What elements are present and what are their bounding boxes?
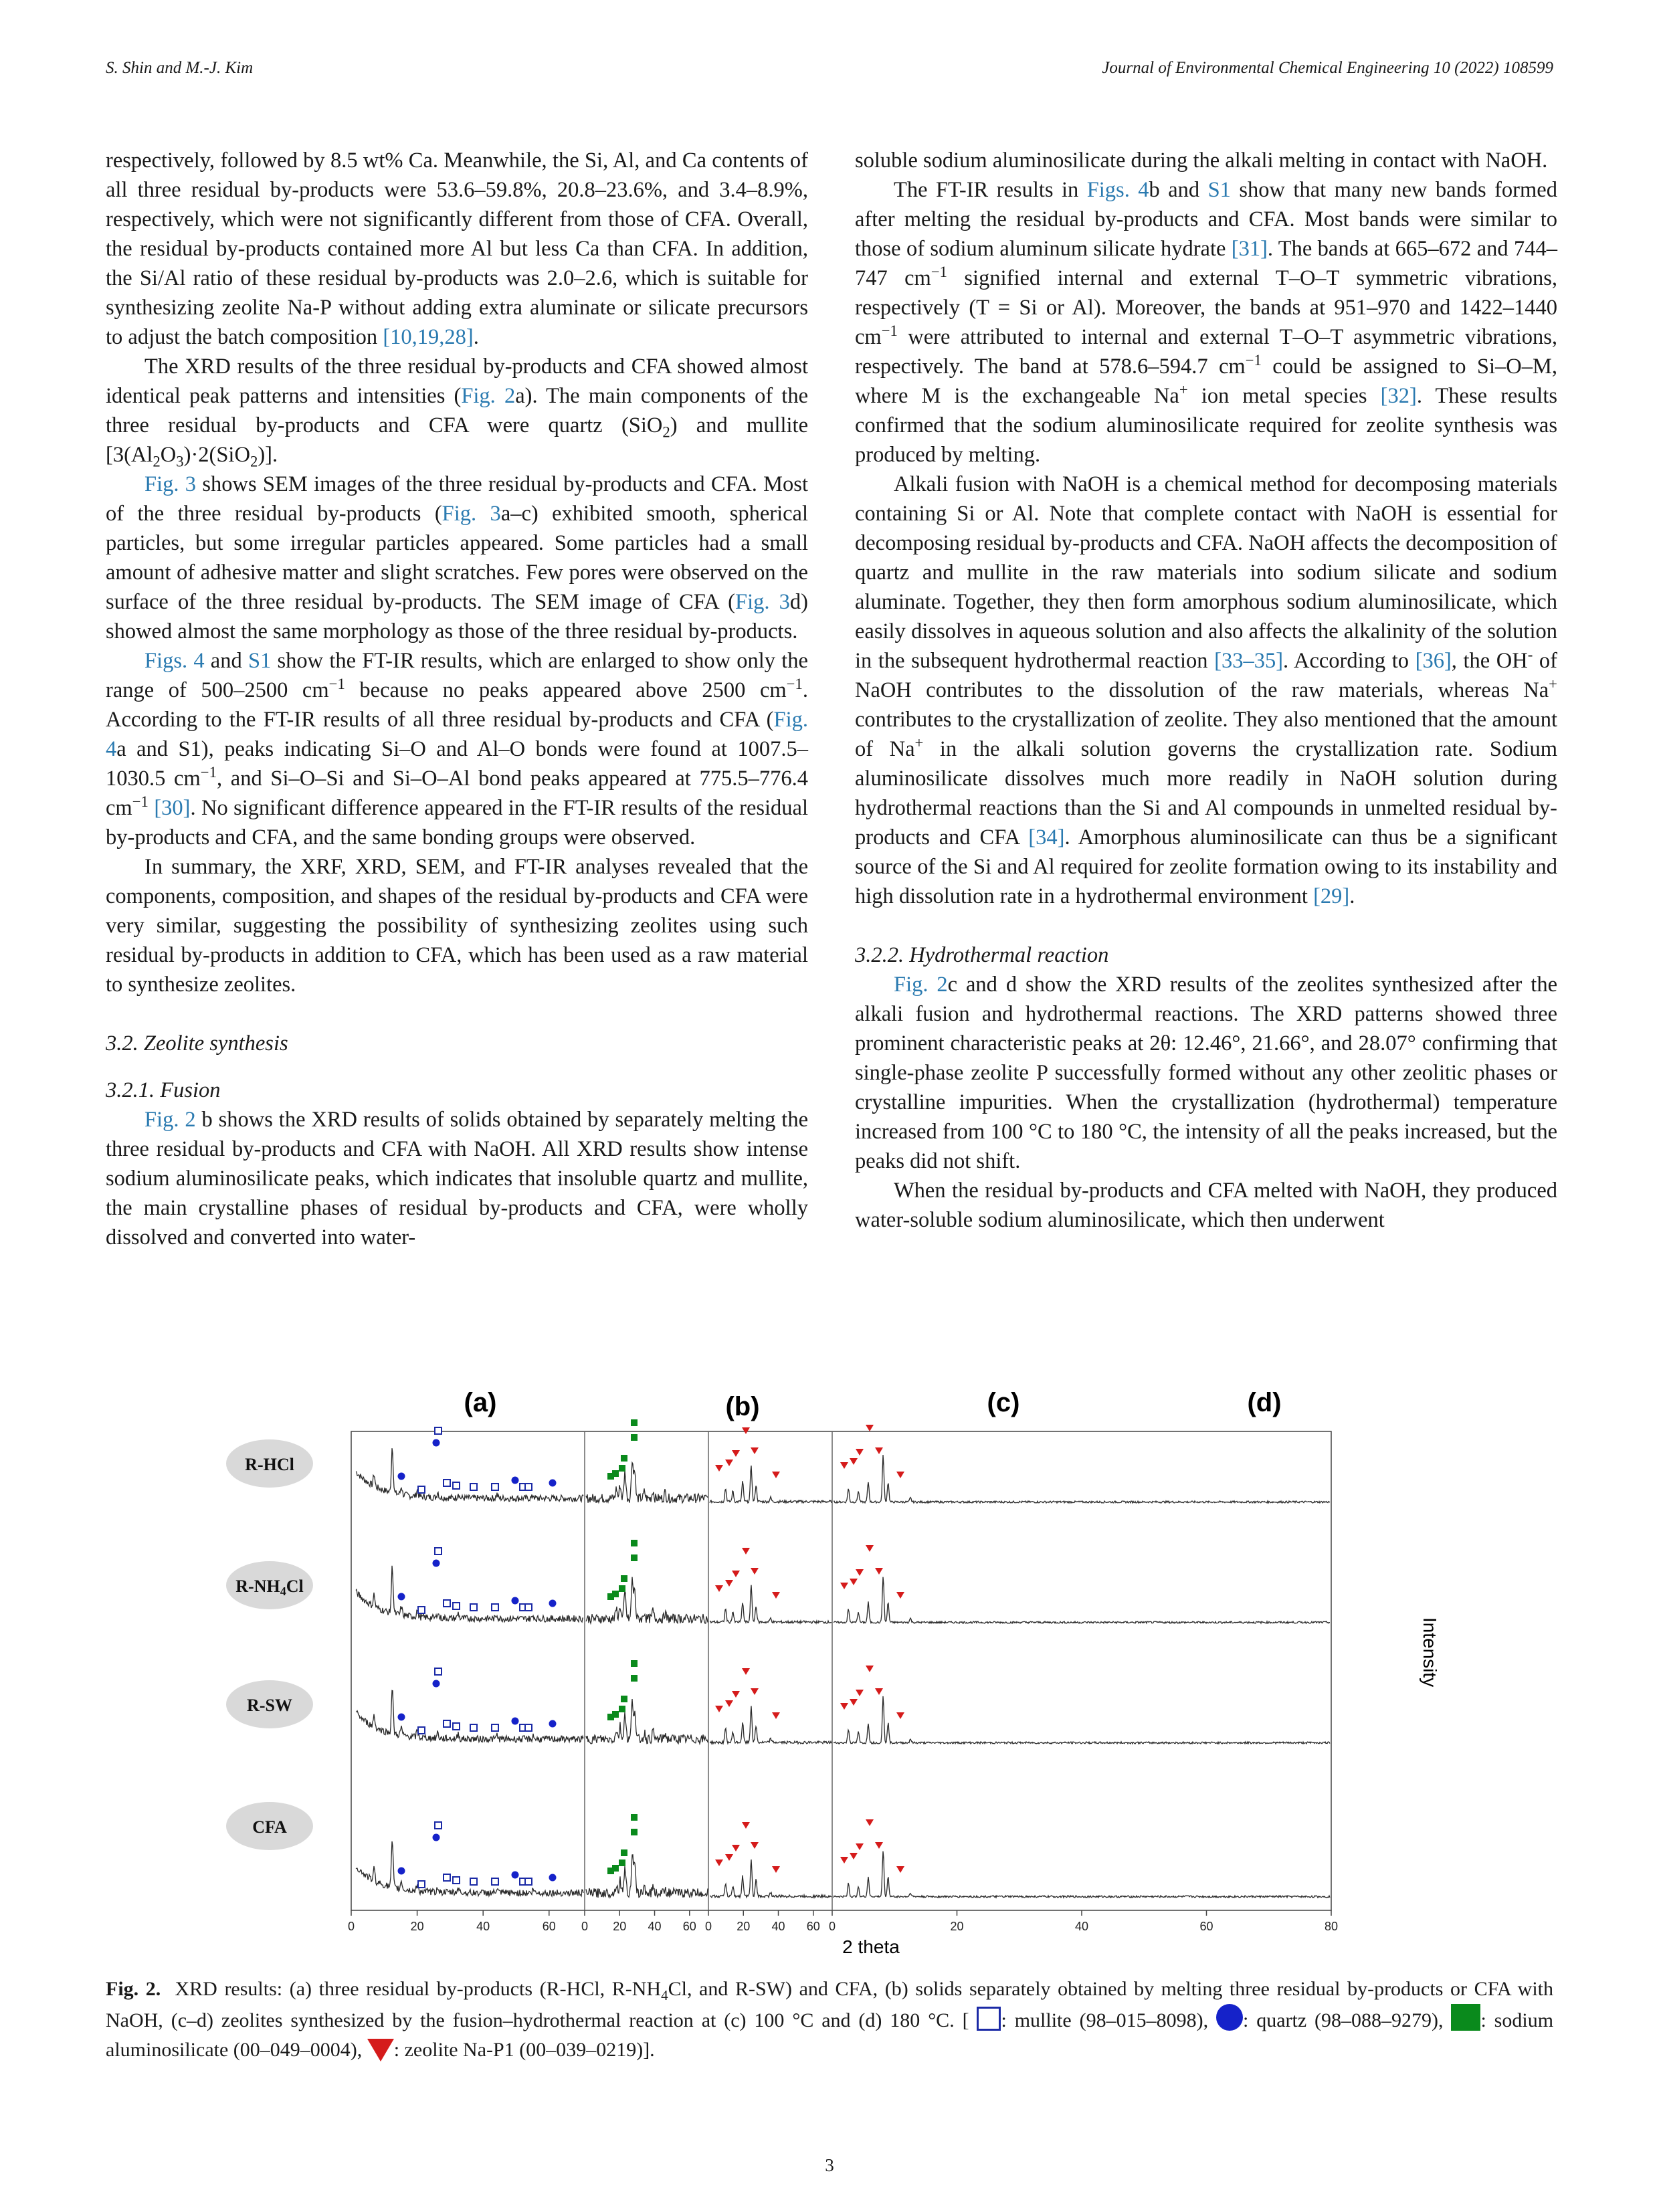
zeolite-marker bbox=[732, 1845, 740, 1851]
mullite-marker bbox=[453, 1603, 460, 1609]
x-tick-label: 80 bbox=[1324, 1920, 1339, 1933]
quartz-marker bbox=[549, 1600, 557, 1607]
mullite-marker bbox=[435, 1548, 442, 1554]
paragraph: Fig. 2 b shows the XRD results of solids obtained by separately melting the three residual by-products and CFA with NaOH. All XRD results show intense sodium aluminosilicate peaks, which indicates that insoluble quartz and mullite, the main crystalline phases of residual by-products and CFA, were wholly dissolved and converted into water- bbox=[106, 1108, 809, 1249]
zeolite-marker bbox=[866, 1666, 874, 1672]
figure-link[interactable]: Figs. 4 bbox=[144, 649, 205, 673]
citation-link[interactable]: [32] bbox=[1380, 384, 1417, 408]
mullite-marker bbox=[492, 1604, 498, 1611]
citation-link[interactable]: [31] bbox=[1231, 237, 1268, 261]
zeolite-marker bbox=[875, 1842, 883, 1849]
x-tick-label: 0 bbox=[581, 1920, 589, 1933]
panel-label-c: (c) bbox=[987, 1388, 1020, 1417]
paragraph: The XRD results of the three residual by-products and CFA showed almost identical peak patterns and intensities (Fig. 2a). The main components of the three residual by-products and CFA were quartz (SiO$_2$) and mullite $[3(Al_2O_3)\cdot 2(SiO_2)]$. bbox=[106, 355, 809, 470]
zeolite-marker bbox=[772, 1592, 780, 1599]
figure-link[interactable]: Fig. 3 bbox=[442, 502, 501, 526]
mullite-marker bbox=[418, 1607, 425, 1613]
mullite-marker bbox=[525, 1878, 532, 1885]
zeolite-marker bbox=[772, 1866, 780, 1873]
paragraph: Figs. 4 and S1 show the FT-IR results, which are enlarged to show only the range of 500–2500 $cm^{-1}$ because no peaks appeared above 2500 $cm^{-1}$. According to the FT-IR results of all three residual by-products and CFA (Fig. 4a and S1), peaks indicating Si–O and Al–O bonds were found at 1007.5–1030.5 $cm^{-1}$, and Si–O–Si and Si–O–Al bond peaks appeared at 775.5–776.4 $cm^{-1}$ [30]. No significant difference appeared in the FT-IR results of the residual by-products and CFA, and the same bonding groups were observed. bbox=[106, 649, 809, 849]
mullite-marker bbox=[492, 1484, 498, 1490]
zeolite-marker bbox=[896, 1866, 904, 1873]
panel-label-b: (b) bbox=[725, 1392, 760, 1421]
x-tick-label: 0 bbox=[704, 1920, 712, 1933]
sodium-aluminosilicate-marker bbox=[619, 1859, 625, 1866]
figure-link[interactable]: Fig. 2 bbox=[894, 973, 948, 997]
trace-panel-b bbox=[586, 1699, 708, 1744]
xrd-figure bbox=[235, 1385, 1445, 1960]
quartz-marker bbox=[398, 1868, 405, 1875]
citation-link[interactable]: [10,19,28] bbox=[383, 325, 474, 349]
sodium-aluminosilicate-marker bbox=[631, 1419, 638, 1426]
zeolite-marker bbox=[875, 1568, 883, 1575]
sodium-aluminosilicate-marker bbox=[607, 1714, 614, 1720]
zeolite-marker bbox=[840, 1462, 848, 1469]
x-tick-label: 20 bbox=[410, 1920, 424, 1933]
sodium-aluminosilicate-marker bbox=[631, 1675, 638, 1682]
zeolite-marker bbox=[751, 1842, 759, 1849]
x-tick-label: 20 bbox=[950, 1920, 964, 1933]
zeolite-marker bbox=[751, 1447, 759, 1454]
subsection-heading: 3.2.1. Fusion bbox=[106, 1078, 221, 1102]
zeolite-marker bbox=[856, 1843, 864, 1850]
zeolite-marker bbox=[866, 1819, 874, 1826]
mullite-marker bbox=[453, 1877, 460, 1884]
zeolite-triangle-icon bbox=[367, 2039, 394, 2062]
x-tick-label: 20 bbox=[737, 1920, 751, 1933]
figure-caption: Fig. 2. XRD results: (a) three residual by-products (R-HCl, $R-NH_4Cl$, and R-SW) and CFA, (b) solids separately obtained by melting three residual by-products or CFA with NaOH, (c–d) zeolites synthesized by the fusion–hydrothermal reaction at (c) 100 °C and (d) 180 °C. [ : mullite (98–015–8098), : quartz (98–088–9279), : sodium aluminosilicate (00–049–0004), : zeolite Na-P1 (00–039–0219)]. bbox=[106, 1978, 1554, 2061]
panel-label-d: (d) bbox=[1247, 1388, 1282, 1417]
mullite-marker bbox=[418, 1881, 425, 1888]
trace-panel-c bbox=[710, 1585, 832, 1623]
sodium-aluminosilicate-marker bbox=[631, 1814, 638, 1821]
zeolite-marker bbox=[840, 1857, 848, 1864]
figure-link[interactable]: Fig. 3 bbox=[735, 590, 790, 614]
quartz-marker bbox=[512, 1872, 519, 1879]
x-tick-label: 40 bbox=[476, 1920, 490, 1933]
sodium-aluminosilicate-marker bbox=[607, 1593, 614, 1600]
sodium-aluminosilicate-marker bbox=[619, 1706, 625, 1712]
zeolite-marker bbox=[896, 1712, 904, 1719]
mullite-marker bbox=[435, 1668, 442, 1675]
zeolite-marker bbox=[840, 1583, 848, 1589]
quartz-marker bbox=[398, 1473, 405, 1480]
x-axis-label: 2 theta bbox=[842, 1936, 900, 1957]
sodium-aluminosilicate-marker bbox=[631, 1829, 638, 1835]
zeolite-marker bbox=[850, 1458, 858, 1465]
zeolite-marker bbox=[725, 1580, 733, 1587]
trace-panel-a bbox=[356, 1566, 583, 1622]
zeolite-marker bbox=[856, 1449, 864, 1455]
paragraph: Fig. 2c and d show the XRD results of the zeolites synthesized after the alkali fusion and hydrothermal reactions. The XRD patterns showed three prominent characteristic peaks at 2θ: 12.46°, 21.66°, and 28.07° confirming that single-phase zeolite P successfully formed without any other zeolitic phases or crystalline impurities. When the crystallization (hydrothermal) temperature increased from 100 °C to 180 °C, the intensity of all the peaks increased, but the peaks did not shift. bbox=[855, 973, 1557, 1173]
citation-link[interactable]: [33–35] bbox=[1214, 649, 1284, 673]
mullite-marker bbox=[418, 1486, 425, 1493]
zeolite-marker bbox=[751, 1568, 759, 1575]
running-header-authors: S. Shin and M.-J. Kim bbox=[106, 59, 254, 77]
trace-panel-a bbox=[356, 1690, 583, 1742]
sodium-aluminosilicate-marker bbox=[631, 1554, 638, 1561]
paragraph: soluble sodium aluminosilicate during the alkali melting in contact with NaOH. bbox=[855, 148, 1548, 173]
x-tick-label: 60 bbox=[542, 1920, 556, 1933]
trace-panel-d bbox=[834, 1851, 1330, 1898]
quartz-marker bbox=[512, 1477, 519, 1484]
mullite-marker bbox=[453, 1482, 460, 1489]
quartz-marker bbox=[433, 1560, 440, 1567]
x-tick-label: 0 bbox=[828, 1920, 836, 1933]
mullite-marker bbox=[470, 1724, 477, 1731]
panel-label-a: (a) bbox=[464, 1388, 497, 1417]
sodium-aluminosilicate-marker bbox=[619, 1585, 625, 1592]
figure-link[interactable]: S1 bbox=[248, 649, 272, 673]
mullite-marker bbox=[492, 1724, 498, 1731]
mullite-marker bbox=[418, 1727, 425, 1734]
trace-panel-d bbox=[834, 1696, 1330, 1744]
zeolite-marker bbox=[896, 1472, 904, 1478]
xrd-figure-svg bbox=[235, 1385, 1445, 1960]
trace-panel-d bbox=[834, 1455, 1330, 1503]
quartz-marker bbox=[549, 1874, 557, 1882]
citation-link[interactable]: [36] bbox=[1415, 649, 1452, 673]
quartz-marker bbox=[433, 1439, 440, 1447]
sodium-aluminosilicate-marker bbox=[631, 1540, 638, 1546]
paragraph: respectively, followed by 8.5 wt% Ca. Meanwhile, the Si, Al, and Ca contents of all three residual by-products were 53.6–59.8%, 20.8–23.6%, and 3.4–8.9%, respectively, which were not significantly different from those of CFA. Overall, the residual by-products contained more Al but less Ca than CFA. In addition, the Si/Al ratio of these residual by-products was 2.0–2.6, which is suitable for synthesizing zeolite Na-P without adding extra aluminate or silicate precursors to adjust the batch composition [10,19,28]. bbox=[106, 148, 808, 349]
sodium-aluminosilicate-marker bbox=[619, 1465, 625, 1472]
page-number: 3 bbox=[825, 2155, 834, 2175]
mullite-marker bbox=[435, 1427, 442, 1434]
citation-link[interactable]: [30] bbox=[154, 796, 191, 820]
quartz-marker bbox=[549, 1720, 557, 1728]
zeolite-marker bbox=[875, 1688, 883, 1695]
quartz-marker bbox=[549, 1480, 557, 1487]
trace-panel-a bbox=[356, 1841, 583, 1896]
trace-panel-b bbox=[586, 1577, 708, 1623]
subsection-heading: 3.2.2. Hydrothermal reaction bbox=[855, 943, 1109, 967]
quartz-marker bbox=[512, 1718, 519, 1725]
y-axis-label: Intensity bbox=[1420, 1617, 1440, 1688]
mullite-square-icon bbox=[977, 2007, 1001, 2031]
zeolite-marker bbox=[725, 1460, 733, 1466]
mullite-marker bbox=[525, 1484, 532, 1490]
quartz-marker bbox=[433, 1680, 440, 1688]
trace-panel-c bbox=[710, 1859, 832, 1898]
trace-panel-c bbox=[710, 1706, 832, 1744]
paragraph: Alkali fusion with NaOH is a chemical method for decomposing materials containing Si or Al. Note that complete contact with NaOH is essential for decomposing residual by-products and CFA. NaOH affects the decomposition of quartz and mullite in the raw materials into sodium silicate and sodium aluminate. Together, they then form amorphous sodium aluminosilicate, which easily dissolves in aqueous solution and also affects the alkalinity of the solution in the subsequent hydrothermal reaction [33–35]. According to [36], the OH- of NaOH contributes to the dissolution of the raw materials, whereas Na+ contributes to the crystallization of zeolite. They also mentioned that the amount of Na+ in the alkali solution governs the crystallization rate. Sodium aluminosilicate dissolves much more readily in NaOH solution during hydrothermal reactions than the Si and Al compounds in unmelted residual by-products and CFA [34]. Amorphous aluminosilicate can thus be a significant source of the Si and Al required for zeolite formation owing to its instability and high dissolution rate in a hydrothermal environment [29]. bbox=[855, 472, 1557, 908]
paragraph: When the residual by-products and CFA melted with NaOH, they produced water-soluble sodium aluminosilicate, which then underwent bbox=[855, 1179, 1557, 1232]
zeolite-marker bbox=[742, 1427, 750, 1434]
zeolite-marker bbox=[772, 1712, 780, 1719]
sample-label: R-NH4Cl bbox=[235, 1577, 304, 1598]
figure-link[interactable]: Figs. 4 bbox=[1086, 178, 1149, 202]
zeolite-marker bbox=[732, 1450, 740, 1457]
quartz-circle-icon bbox=[1216, 2004, 1243, 2031]
zeolite-marker bbox=[715, 1585, 723, 1592]
zeolite-marker bbox=[742, 1548, 750, 1554]
figure-link[interactable]: S1 bbox=[1207, 178, 1231, 202]
x-tick-label: 0 bbox=[347, 1920, 355, 1933]
x-tick-label: 60 bbox=[806, 1920, 820, 1933]
mullite-marker bbox=[444, 1600, 450, 1607]
quartz-marker bbox=[398, 1593, 405, 1601]
mullite-marker bbox=[470, 1484, 477, 1490]
trace-panel-a bbox=[356, 1448, 583, 1502]
zeolite-marker bbox=[856, 1690, 864, 1696]
zeolite-marker bbox=[866, 1545, 874, 1552]
sodium-aluminosilicate-marker bbox=[621, 1849, 627, 1856]
trace-panel-b bbox=[586, 1855, 708, 1898]
zeolite-marker bbox=[850, 1579, 858, 1585]
quartz-marker bbox=[433, 1834, 440, 1841]
mullite-marker bbox=[470, 1604, 477, 1611]
running-header-journal: Journal of Environmental Chemical Engineering 10 (2022) 108599 bbox=[1102, 59, 1553, 77]
zeolite-marker bbox=[732, 1691, 740, 1698]
caption-label: Fig. 2. bbox=[106, 1978, 161, 2000]
zeolite-marker bbox=[772, 1472, 780, 1478]
left-column bbox=[106, 146, 808, 1252]
zeolite-marker bbox=[856, 1569, 864, 1576]
zeolite-marker bbox=[732, 1571, 740, 1577]
mullite-marker bbox=[525, 1604, 532, 1611]
x-tick-label: 40 bbox=[648, 1920, 662, 1933]
x-tick-label: 60 bbox=[1199, 1920, 1213, 1933]
sodium-aluminosilicate-marker bbox=[607, 1868, 614, 1874]
x-tick-label: 60 bbox=[682, 1920, 696, 1933]
plot-frame bbox=[351, 1431, 1331, 1910]
trace-panel-c bbox=[710, 1466, 832, 1503]
mullite-marker bbox=[453, 1723, 460, 1730]
zeolite-marker bbox=[866, 1425, 874, 1431]
paragraph: In summary, the XRF, XRD, SEM, and FT-IR analyses revealed that the components, composition, and shapes of the residual by-products and CFA were very similar, suggesting the possibility of synthesizing zeolites using such residual by-products in addition to CFA, which has been used as a raw material to synthesize zeolites. bbox=[106, 855, 808, 997]
zeolite-marker bbox=[850, 1853, 858, 1859]
mullite-marker bbox=[444, 1720, 450, 1727]
mullite-marker bbox=[492, 1878, 498, 1885]
citation-link[interactable]: [34] bbox=[1028, 825, 1065, 849]
zeolite-marker bbox=[725, 1854, 733, 1861]
zeolite-marker bbox=[715, 1706, 723, 1712]
sodium-aluminosilicate-square-icon bbox=[1451, 2004, 1480, 2031]
figure-link[interactable]: Fig. 2 bbox=[144, 1108, 196, 1132]
x-tick-label: 40 bbox=[771, 1920, 785, 1933]
sample-label: CFA bbox=[252, 1817, 287, 1837]
sodium-aluminosilicate-marker bbox=[631, 1660, 638, 1667]
paragraph: The FT-IR results in Figs. 4b and S1 show that many new bands formed after melting the residual by-products and CFA. Most bands were similar to those of sodium aluminum silicate hydrate [31]. The bands at 665–672 and 744–747 $cm^{-1}$ signified internal and external T–O–T symmetric vibrations, respectively (T = Si or Al). Moreover, the bands at 951–970 and 1422–1440 $cm^{-1}$ were attributed to internal and external T–O–T asymmetric vibrations, respectively. The band at 578.6–594.7 $cm^{-1}$ could be assigned to Si–O–M, where M is the exchangeable Na+ ion metal species [32]. These results confirmed that the sodium aluminosilicate required for zeolite synthesis was produced by melting. bbox=[855, 178, 1558, 467]
trace-panel-d bbox=[834, 1577, 1330, 1623]
zeolite-marker bbox=[850, 1699, 858, 1706]
zeolite-marker bbox=[715, 1859, 723, 1866]
zeolite-marker bbox=[742, 1822, 750, 1829]
zeolite-marker bbox=[725, 1700, 733, 1707]
zeolite-marker bbox=[742, 1668, 750, 1675]
sodium-aluminosilicate-marker bbox=[607, 1473, 614, 1480]
mullite-marker bbox=[470, 1878, 477, 1885]
right-column bbox=[855, 146, 1557, 1235]
section-heading: 3.2. Zeolite synthesis bbox=[106, 1031, 288, 1055]
zeolite-marker bbox=[751, 1688, 759, 1695]
quartz-marker bbox=[398, 1714, 405, 1721]
mullite-marker bbox=[444, 1874, 450, 1881]
paragraph: Fig. 3 shows SEM images of the three residual by-products and CFA. Most of the three residual by-products (Fig. 3a–c) exhibited smooth, spherical particles, but some irregular particles appeared. Some particles had a small amount of adhesive matter and slight scratches. Few pores were observed on the surface of the three residual by-products. The SEM image of CFA (Fig. 3d) showed almost the same morphology as those of the three residual by-products. bbox=[106, 472, 809, 643]
sodium-aluminosilicate-marker bbox=[631, 1434, 638, 1441]
sample-label: R-HCl bbox=[245, 1455, 294, 1474]
zeolite-marker bbox=[896, 1592, 904, 1599]
figure-link[interactable]: Fig. 2 bbox=[461, 384, 516, 408]
quartz-marker bbox=[512, 1597, 519, 1605]
zeolite-marker bbox=[840, 1703, 848, 1710]
sodium-aluminosilicate-marker bbox=[621, 1575, 627, 1582]
mullite-marker bbox=[525, 1724, 532, 1731]
sample-label: R-SW bbox=[247, 1696, 292, 1715]
sodium-aluminosilicate-marker bbox=[621, 1696, 627, 1702]
zeolite-marker bbox=[715, 1465, 723, 1472]
sodium-aluminosilicate-marker bbox=[621, 1455, 627, 1462]
figure-link[interactable]: Fig. 4 bbox=[106, 708, 808, 761]
mullite-marker bbox=[435, 1822, 442, 1829]
zeolite-marker bbox=[875, 1447, 883, 1454]
trace-panel-b bbox=[586, 1463, 708, 1503]
x-tick-label: 40 bbox=[1074, 1920, 1089, 1933]
x-tick-label: 20 bbox=[613, 1920, 627, 1933]
figure-link[interactable]: Fig. 3 bbox=[144, 472, 197, 496]
mullite-marker bbox=[444, 1480, 450, 1486]
citation-link[interactable]: [29] bbox=[1313, 884, 1350, 908]
